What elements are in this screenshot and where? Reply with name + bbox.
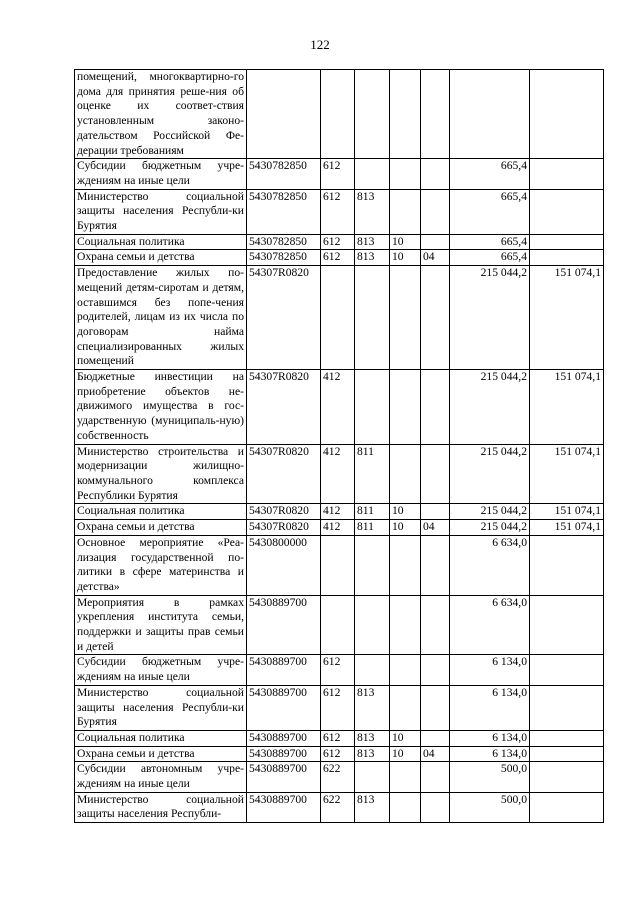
- table-row: [75, 504, 604, 520]
- page-number: 122: [310, 37, 330, 52]
- section-code: [390, 685, 421, 730]
- expense-type-code: [321, 70, 355, 159]
- amount-second: 151 074,1: [530, 504, 604, 520]
- subsection-code: [421, 234, 450, 250]
- expense-type-code: 412: [321, 504, 355, 520]
- table-row: [75, 70, 604, 159]
- amount-second: [530, 685, 604, 730]
- section-code: [390, 792, 421, 822]
- row-name: Министерство строительства и модернизации жилищно-коммунального комплекса Республики Бурятия: [75, 444, 247, 504]
- expense-type-code: 612: [321, 159, 355, 189]
- subsection-code: [421, 685, 450, 730]
- section-code: 10: [390, 234, 421, 250]
- amount-second: [530, 762, 604, 792]
- section-code: 10: [390, 504, 421, 520]
- amount-first: 500,0: [450, 762, 530, 792]
- amount-first: 6 134,0: [450, 730, 530, 746]
- table-row: [75, 655, 604, 685]
- amount-first: 6 134,0: [450, 655, 530, 685]
- section-code: 10: [390, 730, 421, 746]
- subsection-code: [421, 370, 450, 445]
- ministry-code: [355, 655, 390, 685]
- amount-second: 151 074,1: [530, 520, 604, 536]
- amount-first: 6 134,0: [450, 746, 530, 762]
- subsection-code: [421, 444, 450, 504]
- amount-first: 665,4: [450, 159, 530, 189]
- ministry-code: 813: [355, 234, 390, 250]
- amount-first: 500,0: [450, 792, 530, 822]
- row-name: Мероприятия в рамках укрепления института семьи, поддержки и защиты прав семьи и детей: [75, 595, 247, 655]
- section-code: [390, 70, 421, 159]
- budget-table: [74, 69, 604, 823]
- ministry-code: [355, 535, 390, 595]
- target-code: 54307R0820: [247, 266, 321, 370]
- subsection-code: [421, 595, 450, 655]
- expense-type-code: 622: [321, 792, 355, 822]
- target-code: 5430889700: [247, 762, 321, 792]
- subsection-code: [421, 655, 450, 685]
- ministry-code: 813: [355, 685, 390, 730]
- amount-first: 6 634,0: [450, 595, 530, 655]
- row-name: помещений, многоквартирно-го дома для принятия реше-ния об оценке их соответ-ствия установленным законо-дательством Российской Фе-дерации требованиям: [75, 70, 247, 159]
- ministry-code: [355, 159, 390, 189]
- row-name: Субсидии бюджетным учре-ждениям на иные цели: [75, 655, 247, 685]
- subsection-code: [421, 792, 450, 822]
- amount-first: 215 044,2: [450, 504, 530, 520]
- table-row: [75, 266, 604, 370]
- subsection-code: 04: [421, 250, 450, 266]
- expense-type-code: 612: [321, 685, 355, 730]
- table-row: [75, 746, 604, 762]
- amount-first: 215 044,2: [450, 444, 530, 504]
- row-name: Министерство социальной защиты населения Республи-ки Бурятия: [75, 189, 247, 234]
- expense-type-code: [321, 535, 355, 595]
- ministry-code: 813: [355, 250, 390, 266]
- target-code: 54307R0820: [247, 504, 321, 520]
- table-row: [75, 730, 604, 746]
- subsection-code: 04: [421, 746, 450, 762]
- row-name: Социальная политика: [75, 730, 247, 746]
- target-code: 5430889700: [247, 595, 321, 655]
- section-code: [390, 159, 421, 189]
- amount-second: 151 074,1: [530, 444, 604, 504]
- amount-second: [530, 159, 604, 189]
- row-name: Предоставление жилых по-мещений детям-сиротам и детям, оставшимся без попе-чения родителей, лицам из их числа по договорам найма специализированных жилых помещений: [75, 266, 247, 370]
- subsection-code: [421, 730, 450, 746]
- expense-type-code: 412: [321, 444, 355, 504]
- ministry-code: 813: [355, 730, 390, 746]
- target-code: 5430889700: [247, 730, 321, 746]
- ministry-code: [355, 70, 390, 159]
- table-row: [75, 520, 604, 536]
- amount-second: 151 074,1: [530, 370, 604, 445]
- target-code: 5430782850: [247, 159, 321, 189]
- section-code: [390, 266, 421, 370]
- table-row: [75, 234, 604, 250]
- row-name: Социальная политика: [75, 234, 247, 250]
- amount-first: 665,4: [450, 234, 530, 250]
- target-code: 5430800000: [247, 535, 321, 595]
- table-row: [75, 250, 604, 266]
- row-name: Министерство социальной защиты населения Республи-: [75, 792, 247, 822]
- table-row: [75, 159, 604, 189]
- ministry-code: 811: [355, 504, 390, 520]
- budget-table-body: [75, 70, 604, 823]
- table-row: [75, 370, 604, 445]
- ministry-code: [355, 762, 390, 792]
- target-code: 54307R0820: [247, 444, 321, 504]
- amount-first: 215 044,2: [450, 370, 530, 445]
- section-code: [390, 189, 421, 234]
- subsection-code: 04: [421, 520, 450, 536]
- expense-type-code: 612: [321, 730, 355, 746]
- ministry-code: [355, 266, 390, 370]
- expense-type-code: 612: [321, 234, 355, 250]
- target-code: 5430782850: [247, 189, 321, 234]
- amount-second: [530, 234, 604, 250]
- row-name: Социальная политика: [75, 504, 247, 520]
- expense-type-code: [321, 266, 355, 370]
- ministry-code: 813: [355, 746, 390, 762]
- table-row: [75, 792, 604, 822]
- ministry-code: 811: [355, 520, 390, 536]
- ministry-code: 811: [355, 444, 390, 504]
- subsection-code: [421, 535, 450, 595]
- section-code: 10: [390, 520, 421, 536]
- subsection-code: [421, 762, 450, 792]
- row-name: Субсидии автономным учре-ждениям на иные цели: [75, 762, 247, 792]
- expense-type-code: 612: [321, 189, 355, 234]
- table-row: [75, 189, 604, 234]
- subsection-code: [421, 266, 450, 370]
- table-row: [75, 444, 604, 504]
- expense-type-code: 612: [321, 250, 355, 266]
- target-code: [247, 70, 321, 159]
- amount-second: [530, 70, 604, 159]
- amount-first: [450, 70, 530, 159]
- section-code: [390, 444, 421, 504]
- subsection-code: [421, 70, 450, 159]
- amount-first: 215 044,2: [450, 520, 530, 536]
- amount-second: [530, 250, 604, 266]
- target-code: 5430889700: [247, 746, 321, 762]
- section-code: [390, 655, 421, 685]
- amount-first: 215 044,2: [450, 266, 530, 370]
- expense-type-code: 612: [321, 746, 355, 762]
- amount-second: [530, 792, 604, 822]
- amount-first: 6 134,0: [450, 685, 530, 730]
- row-name: Охрана семьи и детства: [75, 250, 247, 266]
- target-code: 54307R0820: [247, 370, 321, 445]
- amount-second: [530, 595, 604, 655]
- table-row: [75, 595, 604, 655]
- expense-type-code: 412: [321, 520, 355, 536]
- target-code: 5430889700: [247, 792, 321, 822]
- amount-second: 151 074,1: [530, 266, 604, 370]
- amount-second: [530, 746, 604, 762]
- amount-first: 665,4: [450, 189, 530, 234]
- ministry-code: [355, 595, 390, 655]
- expense-type-code: 412: [321, 370, 355, 445]
- row-name: Основное мероприятие «Реа-лизация государственной по-литики в сфере материнства и детства»: [75, 535, 247, 595]
- section-code: [390, 762, 421, 792]
- expense-type-code: 612: [321, 655, 355, 685]
- amount-second: [530, 535, 604, 595]
- table-row: [75, 685, 604, 730]
- subsection-code: [421, 189, 450, 234]
- ministry-code: 813: [355, 189, 390, 234]
- row-name: Субсидии бюджетным учре-ждениям на иные цели: [75, 159, 247, 189]
- section-code: 10: [390, 250, 421, 266]
- ministry-code: [355, 370, 390, 445]
- row-name: Бюджетные инвестиции на приобретение объектов не-движимого имущества в гос-ударственную (муниципаль-ную) собственность: [75, 370, 247, 445]
- table-row: [75, 762, 604, 792]
- target-code: 54307R0820: [247, 520, 321, 536]
- section-code: [390, 595, 421, 655]
- row-name: Охрана семьи и детства: [75, 746, 247, 762]
- amount-second: [530, 730, 604, 746]
- table-row: [75, 535, 604, 595]
- target-code: 5430782850: [247, 250, 321, 266]
- expense-type-code: [321, 595, 355, 655]
- target-code: 5430889700: [247, 655, 321, 685]
- target-code: 5430889700: [247, 685, 321, 730]
- section-code: 10: [390, 746, 421, 762]
- target-code: 5430782850: [247, 234, 321, 250]
- section-code: [390, 535, 421, 595]
- row-name: Охрана семьи и детства: [75, 520, 247, 536]
- section-code: [390, 370, 421, 445]
- amount-first: 665,4: [450, 250, 530, 266]
- amount-second: [530, 189, 604, 234]
- subsection-code: [421, 159, 450, 189]
- amount-first: 6 634,0: [450, 535, 530, 595]
- amount-second: [530, 655, 604, 685]
- subsection-code: [421, 504, 450, 520]
- ministry-code: 813: [355, 792, 390, 822]
- expense-type-code: 622: [321, 762, 355, 792]
- row-name: Министерство социальной защиты населения Республи-ки Бурятия: [75, 685, 247, 730]
